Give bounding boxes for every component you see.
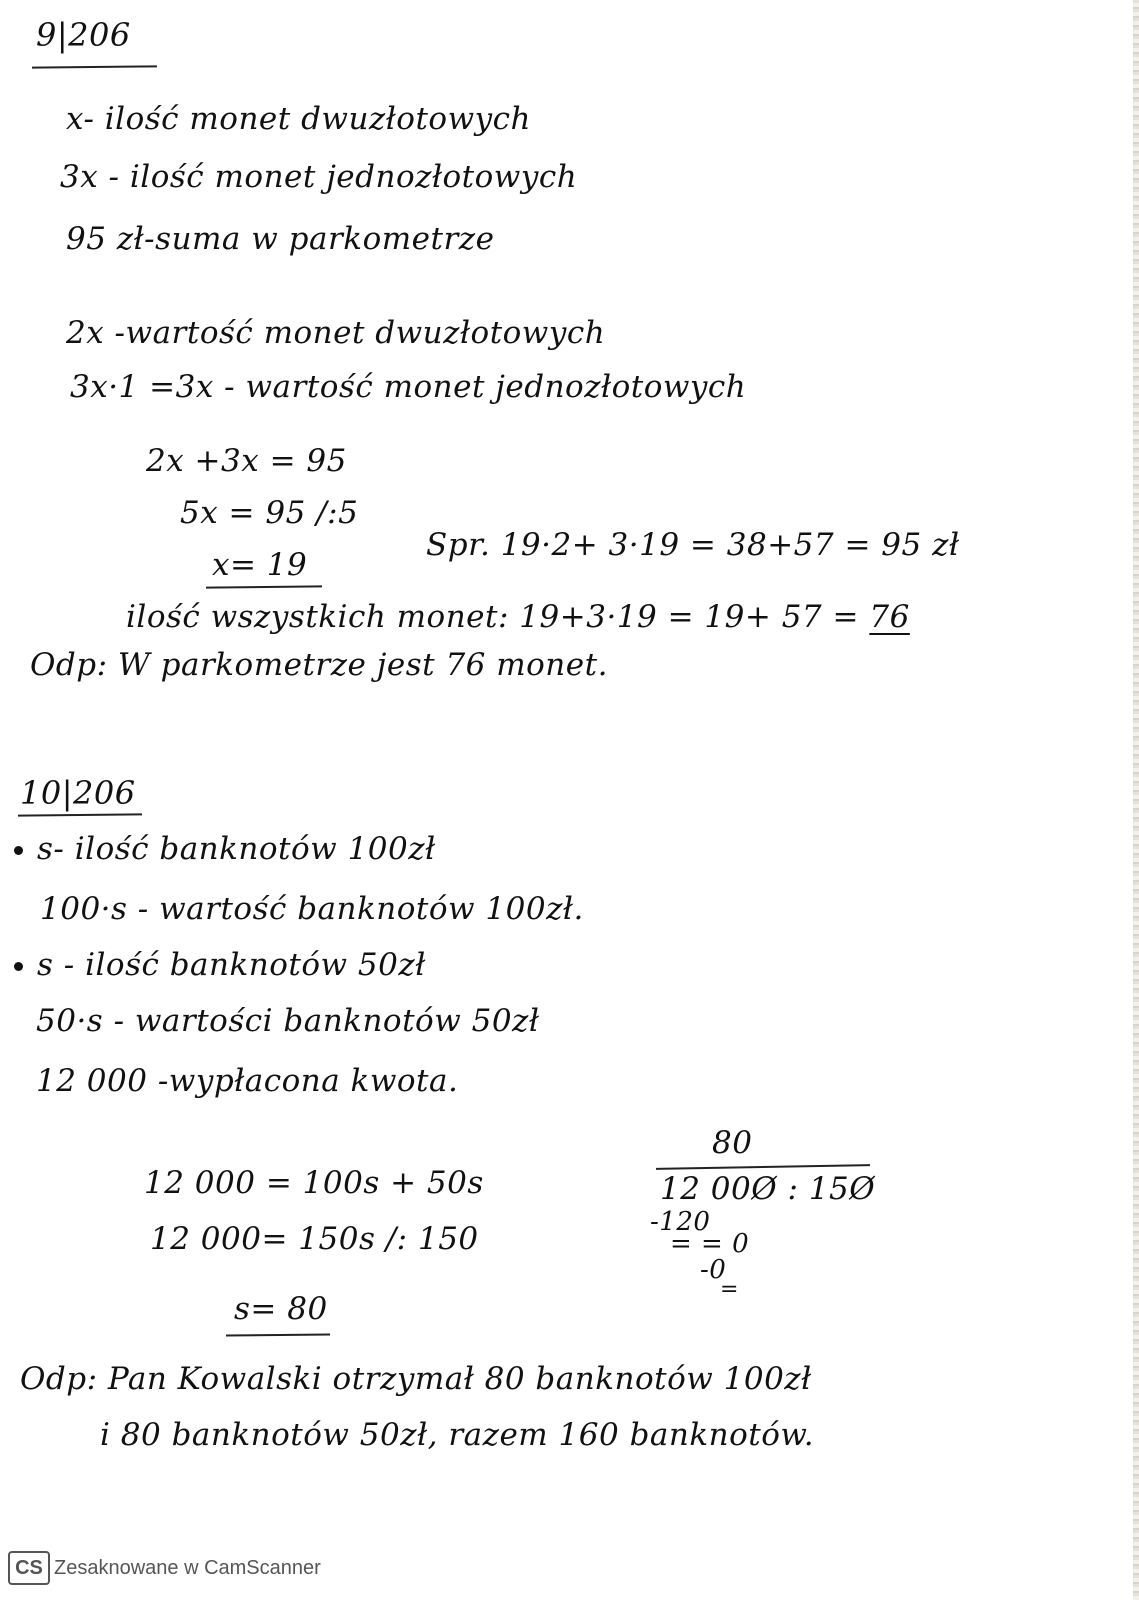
task1-count-result: 76 xyxy=(869,599,910,635)
task1-check: Spr. 19·2+ 3·19 = 38+57 = 95 zł xyxy=(426,527,960,563)
task1-heading: 9|206 xyxy=(36,16,131,54)
bullet-icon xyxy=(14,846,23,855)
task2-line-4: 50·s - wartości banknotów 50zł xyxy=(36,1003,540,1039)
task1-line-3: 95 zł-suma w parkometrze xyxy=(66,221,495,257)
division-step-1: -120 xyxy=(650,1207,711,1237)
task2-answer-line-1: Odp: Pan Kowalski otrzymał 80 banknotów 100zł xyxy=(20,1361,812,1397)
task2-equation-1: 12 000 = 100s + 50s xyxy=(144,1165,484,1201)
division-step-4: = xyxy=(720,1277,739,1302)
task1-count-label: ilość wszystkich monet: xyxy=(126,599,509,635)
camscanner-watermark xyxy=(8,1548,321,1588)
task2-line-1 xyxy=(14,832,436,866)
task1-x-rule xyxy=(206,585,322,588)
division-bar xyxy=(656,1164,870,1170)
task2-answer-line-2: i 80 banknotów 50zł, razem 160 banknotów. xyxy=(100,1417,815,1453)
task2-equation-2: 12 000= 150s /: 150 xyxy=(150,1221,479,1257)
task1-heading-rule xyxy=(32,65,157,68)
task2-heading-rule xyxy=(18,813,142,816)
division-step-3: -0 xyxy=(700,1255,727,1285)
task2-result-rule xyxy=(226,1333,330,1336)
scan-edge xyxy=(1133,0,1139,1600)
task1-line-4: 2x -wartość monet dwuzłotowych xyxy=(66,315,606,351)
division-step-2: = = 0 xyxy=(670,1229,750,1259)
task1-line-5: 3x·1 =3x - wartość monet jednozłotowych xyxy=(70,369,747,405)
bullet-icon xyxy=(14,962,23,971)
division-quotient: 80 xyxy=(712,1125,753,1161)
camscanner-text: Zesaknowane w CamScanner xyxy=(54,1556,321,1579)
task2-line-2: 100·s - wartość banknotów 100zł. xyxy=(40,891,584,927)
task1-line-1: x- ilość monet dwuzłotowych xyxy=(66,101,531,137)
task1-answer: Odp: W parkometrze jest 76 monet. xyxy=(30,647,608,683)
task2-line-5: 12 000 -wypłacona kwota. xyxy=(36,1063,459,1099)
task1-line-2: 3x - ilość monet jednozłotowych xyxy=(60,159,578,195)
long-division xyxy=(650,1126,890,1306)
task2-result: s= 80 xyxy=(234,1291,328,1327)
task1-count-expr: 19+3·19 = 19+ 57 = xyxy=(519,599,859,635)
task1-equation-2: 5x = 95 /:5 xyxy=(180,495,359,531)
task2-line-1-text: s- ilość banknotów 100zł xyxy=(37,831,436,867)
task1-count xyxy=(126,600,910,634)
task2-line-3 xyxy=(14,948,426,982)
camscanner-logo: CS xyxy=(8,1551,50,1585)
task1-equation-1: 2x +3x = 95 xyxy=(146,443,347,479)
task2-heading: 10|206 xyxy=(20,774,136,812)
task1-equation-3: x= 19 xyxy=(212,547,308,583)
division-dividend: 12 00Ø : 15Ø xyxy=(660,1171,876,1207)
task2-line-3-text: s - ilość banknotów 50zł xyxy=(37,947,426,983)
